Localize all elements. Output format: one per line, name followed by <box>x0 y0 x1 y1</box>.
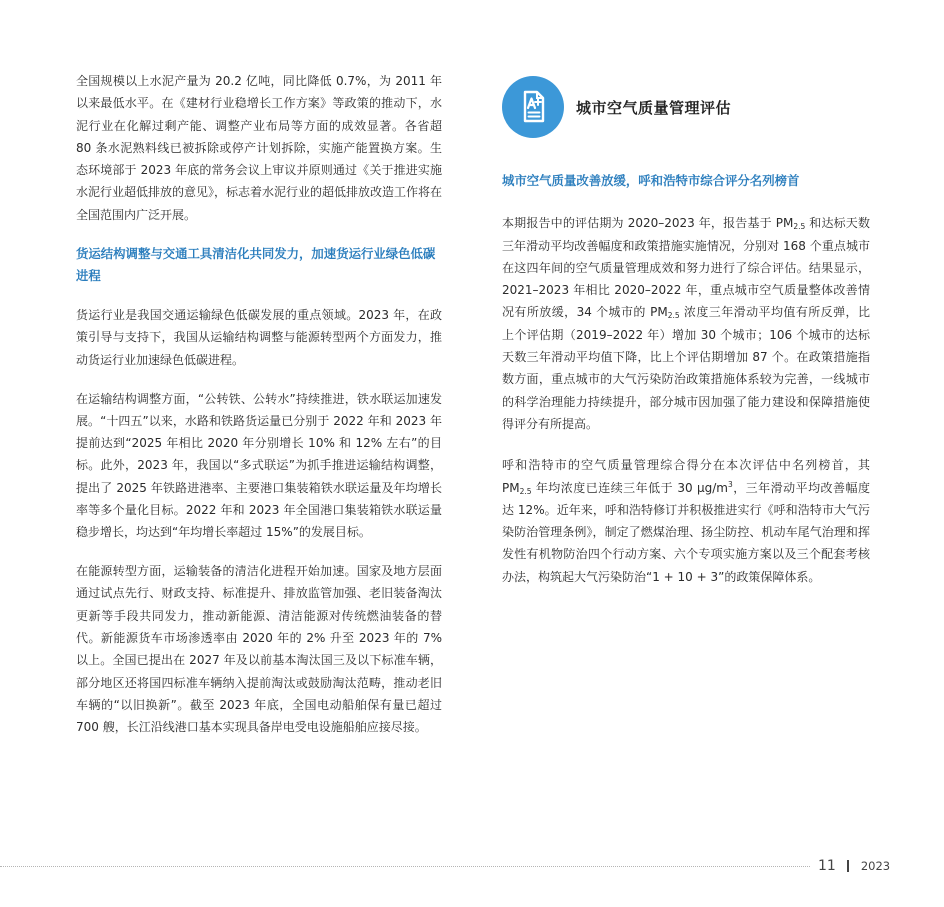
paragraph-cement: 全国规模以上水泥产量为 20.2 亿吨，同比降低 0.7%，为 2011 年以来最低水平。在《建材行业稳增长工作方案》等政策的推动下，水泥行业在化解过剩产能、调整产业布局等方面的成效显著。各省超 80 条水泥熟料线已被拆除或停产计划拆除，实施产能置换方案。生态环境部于 2023 年底的常务会议上审议并原则通过《关于推进实施水泥行业超低排放的意见》，标志着水泥行业的超低排放改造工作将在全国范围内广泛开展。 <box>76 74 443 222</box>
paragraph-freight-intro: 货运行业是我国交通运输绿色低碳发展的重点领域。2023 年，在政策引导与支持下，我国从运输结构调整与能源转型两个方面发力，推动货运行业加速绿色低碳进程。 <box>76 308 442 367</box>
left-column <box>76 70 442 755</box>
heading-air-quality: 城市空气质量改善放缓，呼和浩特市综合评分名列榜首 <box>502 173 800 188</box>
section-title: 城市空气质量管理评估 <box>576 98 732 117</box>
paragraph-energy-transition: 在能源转型方面，运输装备的清洁化进程开始加速。国家及地方层面通过试点先行、财政支持、标准提升、排放监管加强、老旧装备淘汰更新等手段共同发力，推动新能源、清洁能源对传统燃油装备的替代。新能源货车市场渗透率由 2020 年的 2% 升至 2023 年的 7% 以上。全国已提出在 2027 年及以前基本淘汰国三及以下标准车辆，部分地区还将国四标准车辆纳入提前淘汰或鼓励淘汰范畴，推动老旧车辆的“以旧换新”。截至 2023 年底，全国电动船舶保有量已超过 700 艘，长江沿线港口基本实现具备岸电受电设施船舶应接尽接。 <box>76 564 442 735</box>
paragraph-transport-structure: 在运输结构调整方面，“公转铁、公转水”持续推进，铁水联运加速发展。“十四五”以来，水路和铁路货运量已分别于 2022 年和 2023 年提前达到“2025 年相比 2020 年分别增长 10% 和 12% 左右”的目标。此外，2023 年，我国以“多式联运”为抓手推进运输结构调整，提出了 2025 年铁路进港率、主要港口集装箱铁水联运量及年均增长率等多个量化目标。2022 年和 2023 年全国港口集装箱铁水联运量稳步增长，均达到“年均增长率超过 15%”的发展目标。 <box>76 391 442 540</box>
report-year: 2023 <box>860 859 891 873</box>
document-a-icon <box>502 76 564 138</box>
page-footer <box>818 858 890 874</box>
paragraph-hohhot: 呼和浩特市的空气质量管理综合得分在本次评估中名列榜首，其 $PM_{2.5}$ 年均浓度已连续三年低于 30 $\mu g/m^3$，三年滑动平均改善幅度达 12%。近年来，呼和浩特修订并积极推进实行《呼和浩特市大气污染防治管理条例》，制定了燃煤治理、扬尘防控、机动车尾气治理和挥发性有机物防治四个行动方案、六个专项实施方案以及三个配套考核办法，构筑起大气污染防治“1 + 10 + 3”的政策保障体系。 <box>502 458 870 584</box>
footer-divider <box>0 866 810 867</box>
right-column <box>502 76 870 607</box>
page-number: 11 <box>818 858 836 874</box>
paragraph-evaluation: 本期报告中的评估期为 2020–2023 年，报告基于 $PM_{2.5}$ 和达标天数三年滑动平均改善幅度和政策措施实施情况，分别对 168 个重点城市在这四年间的空气质量管理成效和努力进行了综合评估。结果显示，2021–2023 年相比 2020–2022 年，重点城市空气质量整体改善情况有所放缓，34 个城市的 $PM_{2.5}$ 浓度三年滑动平均值有所反弹，比上个评估期（2019–2022 年）增加 30 个城市；106 个城市的达标天数三年滑动平均值下降，比上个评估期增加 87 个。在政策措施指数方面，重点城市的大气污染防治政策措施体系较为完善，一线城市的科学治理能力持续提升，部分城市因加强了能力建设和保障措施使得评分有所提高。 <box>502 216 870 431</box>
heading-freight: 货运结构调整与交通工具清洁化共同发力，加速货运行业绿色低碳进程 <box>76 245 436 283</box>
section-header <box>502 76 870 138</box>
footer-separator <box>847 860 849 872</box>
